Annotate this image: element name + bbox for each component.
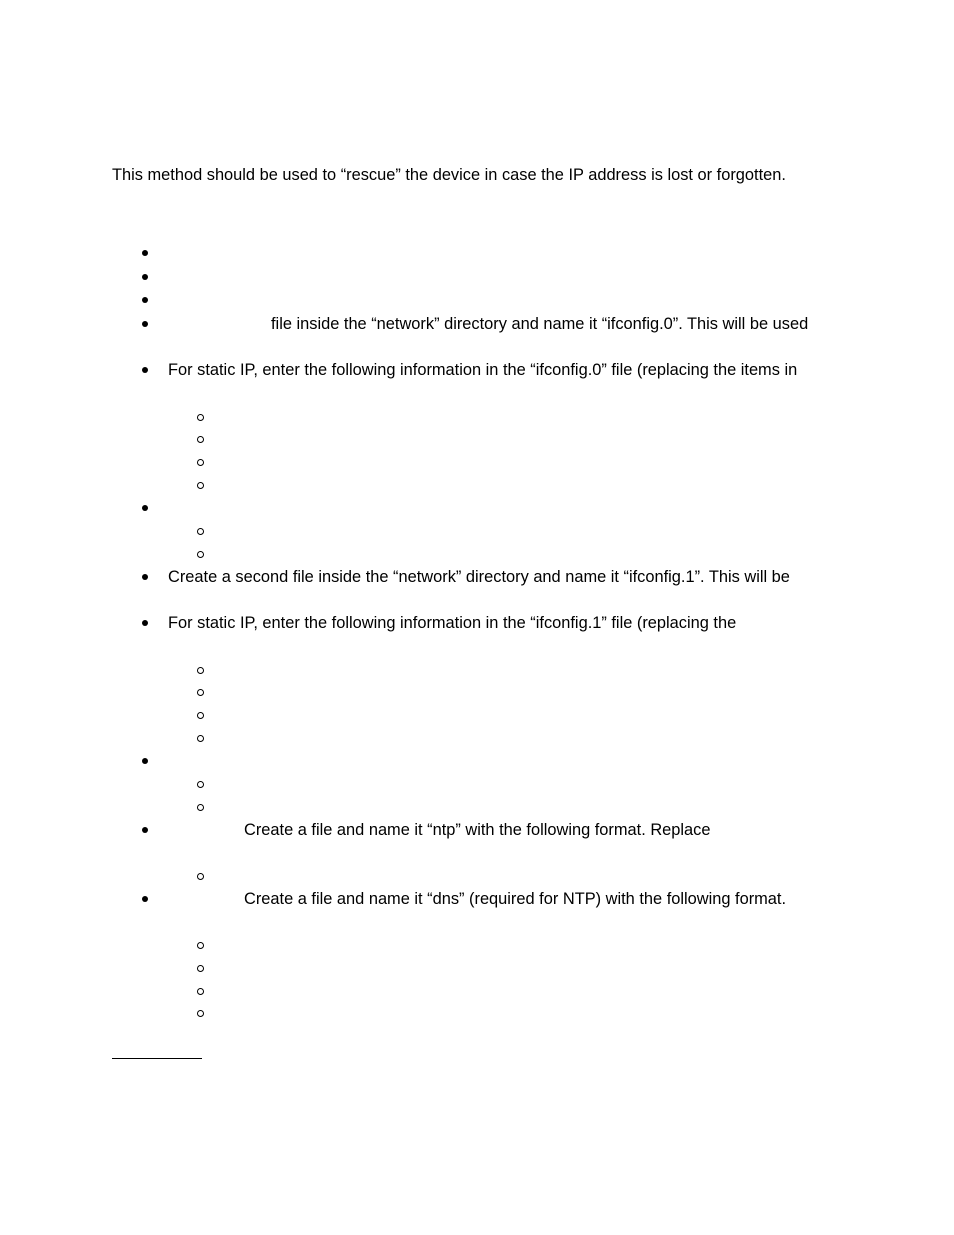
bullet-7	[142, 574, 148, 580]
footnote-separator	[112, 1058, 202, 1059]
bullet-3	[142, 297, 148, 303]
bullet-4-text: file inside the “network” directory and name it “ifconfig.0”. This will be used	[271, 315, 809, 333]
sub-bullet-8-3	[197, 712, 204, 719]
sub-bullet-11-2	[197, 965, 204, 972]
sub-bullet-11-3	[197, 988, 204, 995]
sub-bullet-5-1	[197, 414, 204, 421]
sub-bullet-8-1	[197, 667, 204, 674]
sub-bullet-8-2	[197, 689, 204, 696]
intro-paragraph: This method should be used to “rescue” the device in case the IP address is lost or forgotten.	[112, 166, 786, 184]
bullet-7-text: Create a second file inside the “network” directory and name it “ifconfig.1”. This will be	[168, 568, 790, 586]
sub-bullet-5-4	[197, 482, 204, 489]
sub-bullet-6-1	[197, 528, 204, 535]
sub-bullet-8-4	[197, 735, 204, 742]
sub-bullet-11-4	[197, 1010, 204, 1017]
bullet-10	[142, 827, 148, 833]
sub-bullet-11-1	[197, 942, 204, 949]
bullet-10-text: Create a file and name it “ntp” with the following format. Replace	[244, 821, 711, 839]
sub-bullet-5-2	[197, 436, 204, 443]
bullet-6	[142, 505, 148, 511]
bullet-5	[142, 367, 148, 373]
bullet-11	[142, 896, 148, 902]
bullet-8-text: For static IP, enter the following information in the “ifconfig.1” file (replacing the	[168, 614, 737, 632]
sub-bullet-9-2	[197, 804, 204, 811]
sub-bullet-10-1	[197, 873, 204, 880]
bullet-5-text: For static IP, enter the following information in the “ifconfig.0” file (replacing the items in	[168, 361, 798, 379]
sub-bullet-9-1	[197, 781, 204, 788]
bullet-2	[142, 274, 148, 280]
bullet-1	[142, 250, 148, 256]
bullet-11-text: Create a file and name it “dns” (required for NTP) with the following format.	[244, 890, 787, 908]
sub-bullet-5-3	[197, 459, 204, 466]
bullet-9	[142, 758, 148, 764]
bullet-8	[142, 620, 148, 626]
sub-bullet-6-2	[197, 551, 204, 558]
bullet-4	[142, 321, 148, 327]
